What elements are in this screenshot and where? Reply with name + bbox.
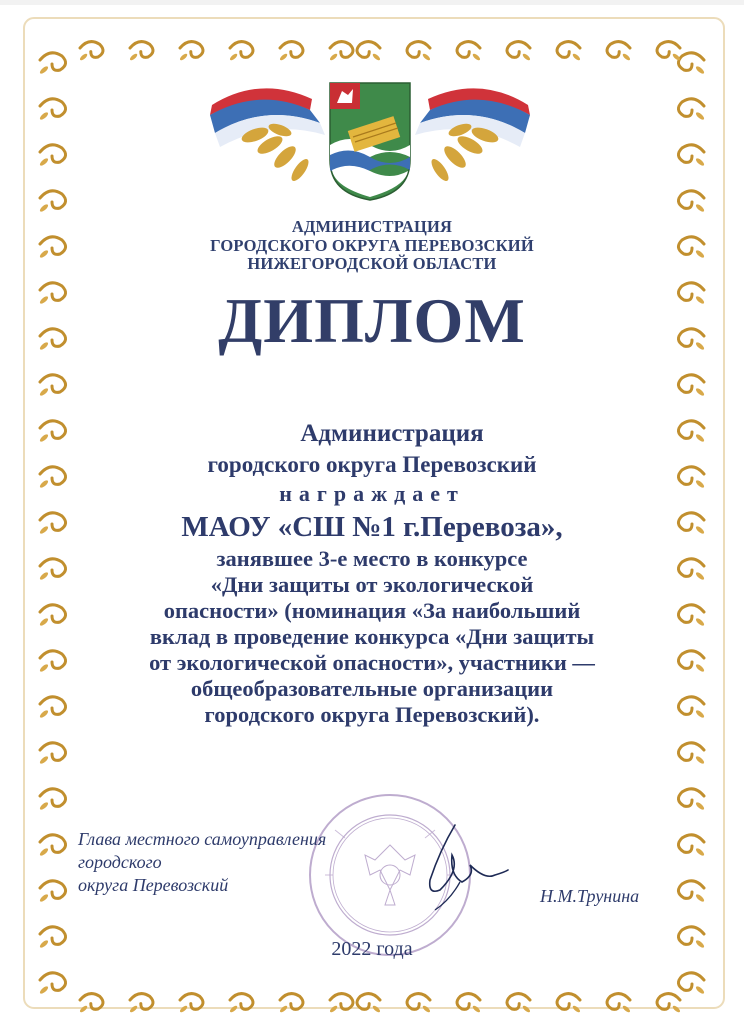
issuer-header-line: АДМИНИСТРАЦИЯ (291, 217, 453, 236)
coat-of-arms-emblem (200, 75, 540, 205)
issuer-header-line: НИЖЕГОРОДСКОЙ ОБЛАСТИ (247, 254, 497, 273)
award-reason-line: опасности» (номинация «За наибольший (163, 598, 581, 623)
issuer-header (0, 218, 744, 274)
signatory-title-line: округа Перевозский (78, 875, 229, 895)
signatory-title-line: городского (78, 852, 162, 872)
issue-year: 2022 года (331, 938, 413, 960)
awards-verb: награждает (279, 481, 465, 506)
award-reason-line: от экологической опасности», участники — (149, 650, 595, 675)
diploma-title: ДИПЛОМ (218, 285, 526, 356)
award-text (0, 418, 744, 728)
recipient-name: МАОУ «СШ №1 г.Перевоза», (181, 511, 563, 543)
award-issuer-line: Администрация (300, 420, 484, 447)
award-reason-line: вклад в проведение конкурса «Дни защиты (149, 624, 595, 649)
award-issuer-line: городского округа Перевозский (207, 452, 537, 477)
scan-edge (0, 0, 744, 5)
award-reason-line: общеобразовательные организации (190, 676, 554, 701)
signatory-name: Н.М.Трунина (540, 886, 640, 906)
award-reason-line: «Дни защиты от экологической (210, 572, 534, 597)
signatory-title-line: Глава местного самоуправления (78, 829, 327, 849)
award-reason-line: городского округа Перевозский). (204, 702, 540, 727)
issuer-header-line: ГОРОДСКОГО ОКРУГА ПЕРЕВОЗСКИЙ (210, 235, 534, 255)
award-reason-line: занявшее 3-е место в конкурсе (216, 546, 528, 571)
